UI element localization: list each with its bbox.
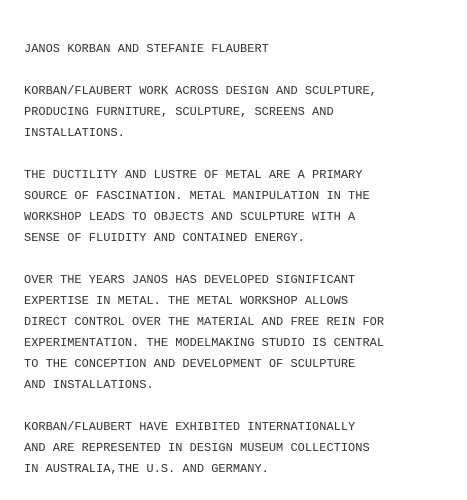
text-line: EXPERIMENTATION. THE MODELMAKING STUDIO IS CENTRAL [24,336,385,350]
text-line: IN AUSTRALIA,THE U.S. AND GERMANY. [24,462,269,476]
text-line: DIRECT CONTROL OVER THE MATERIAL AND FREE REIN FOR [24,315,385,329]
page-heading: JANOS KORBAN AND STEFANIE FLAUBERT [24,42,269,56]
paragraph-intro [24,81,460,144]
text-line: KORBAN/FLAUBERT HAVE EXHIBITED INTERNATIONALLY [24,420,356,434]
text-line: PRODUCING FURNITURE, SCULPTURE, SCREENS AND [24,105,334,119]
paragraph-metal [24,165,460,249]
about-text-block [24,39,460,480]
text-line: KORBAN/FLAUBERT WORK ACROSS DESIGN AND SCULPTURE, [24,84,377,98]
text-line: SENSE OF FLUIDITY AND CONTAINED ENERGY. [24,231,305,245]
text-line: WORKSHOP LEADS TO OBJECTS AND SCULPTURE WITH A [24,210,356,224]
text-line: SOURCE OF FASCINATION. METAL MANIPULATION IN THE [24,189,370,203]
text-line: OVER THE YEARS JANOS HAS DEVELOPED SIGNIFICANT [24,273,356,287]
text-line: THE DUCTILITY AND LUSTRE OF METAL ARE A PRIMARY [24,168,363,182]
text-line: INSTALLATIONS. [24,126,125,140]
text-line: AND INSTALLATIONS. [24,378,154,392]
text-line: TO THE CONCEPTION AND DEVELOPMENT OF SCULPTURE [24,357,356,371]
paragraph-exhibitions [24,417,460,480]
paragraph-expertise [24,270,460,396]
text-line: AND ARE REPRESENTED IN DESIGN MUSEUM COLLECTIONS [24,441,370,455]
text-line: EXPERTISE IN METAL. THE METAL WORKSHOP ALLOWS [24,294,349,308]
